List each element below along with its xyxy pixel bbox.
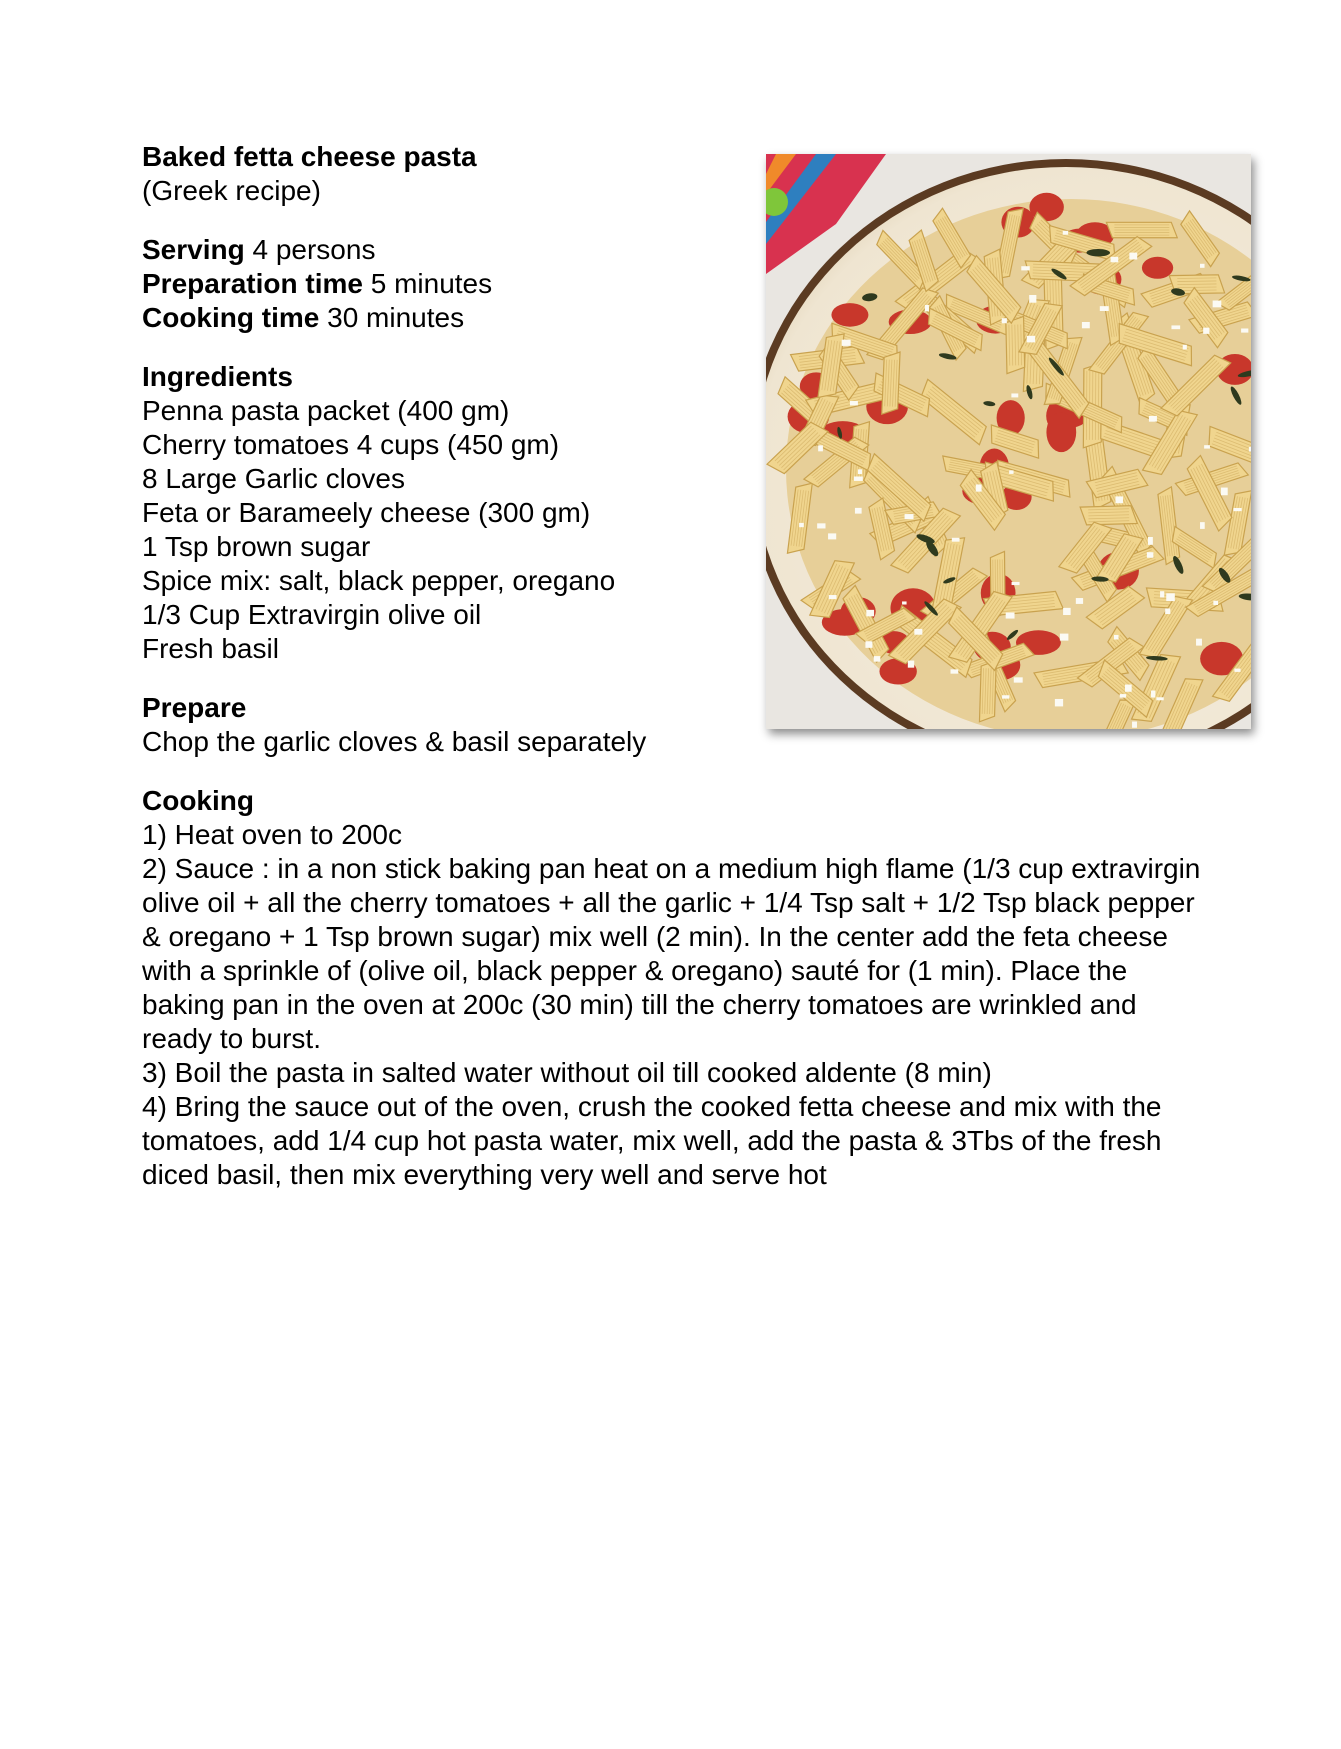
ingredient-item: Feta or Barameely cheese (300 gm) (142, 497, 591, 528)
feta-crumb (1156, 697, 1163, 700)
prepare-heading: Prepare (142, 692, 247, 723)
feta-crumb (799, 523, 804, 527)
feta-crumb (1149, 416, 1157, 422)
cooking-step: 4) Bring the sauce out of the oven, crush the cooked fetta cheese and mix with the tomatoes, add 1/4 cup hot pasta water, mix well, add the pasta & 3Tbs of the fresh diced basil, then mix everything very well and serve hot (142, 1091, 1162, 1190)
feta-crumb (1029, 295, 1036, 303)
feta-crumb (1151, 691, 1155, 698)
meta-label: Serving (142, 234, 245, 265)
feta-crumb (902, 601, 907, 604)
prepare-text: Chop the garlic cloves & basil separately (142, 726, 647, 757)
feta-crumb (1241, 328, 1248, 332)
ingredients-heading: Ingredients (142, 361, 293, 392)
ingredient-item: Fresh basil (142, 633, 279, 664)
cooking-step: 2) Sauce : in a non stick baking pan heat on a medium high flame (1/3 cup extravirgin olive oil + all the cherry tomatoes + all the garlic + 1/4 Tsp salt + 1/2 Tsp black pepper & oregano + 1 Tsp brown sugar) mix well (2 min). In the center add the feta cheese with a sprinkle of (olive oil, black pepper & oregano) sauté for (1 min). Place the baking pan in the oven at 200c (30 min) till the cherry tomatoes are wrinkled and ready to burst. (142, 853, 1201, 1054)
cherry-tomato (831, 303, 868, 327)
feta-crumb (1021, 266, 1029, 270)
feta-crumb (1183, 345, 1187, 350)
ingredient-item: Spice mix: salt, black pepper, oregano (142, 565, 616, 596)
pasta-photo (766, 154, 1251, 729)
feta-crumb (1213, 601, 1218, 605)
feta-crumb (1132, 722, 1137, 728)
feta-crumb (905, 514, 914, 519)
cooking-step: 3) Boil the pasta in salted water without oil till cooked aldente (8 min) (142, 1057, 992, 1088)
feta-crumb (1234, 669, 1240, 672)
feta-crumb (865, 641, 872, 648)
feta-crumb (914, 629, 922, 635)
feta-crumb (1166, 593, 1175, 601)
feta-crumb (874, 656, 881, 662)
ingredient-item: 8 Large Garlic cloves (142, 463, 406, 494)
feta-crumb (1002, 695, 1009, 698)
feta-crumb (1120, 694, 1126, 698)
feta-crumb (1203, 328, 1209, 334)
feta-crumb (1148, 537, 1153, 545)
feta-crumb (1160, 591, 1164, 597)
feta-crumb (818, 445, 823, 451)
ingredient-item: 1 Tsp brown sugar (142, 531, 371, 562)
feta-crumb (1011, 393, 1018, 397)
feta-crumb (1082, 322, 1090, 328)
cooking-section (142, 784, 1202, 1192)
feta-crumb (1027, 336, 1035, 343)
feta-crumb (1114, 635, 1119, 640)
feta-crumb (952, 538, 960, 542)
feta-crumb (1196, 639, 1202, 646)
feta-crumb (1055, 699, 1063, 706)
feta-crumb (1129, 253, 1137, 260)
cooking-heading: Cooking (142, 785, 254, 816)
feta-crumb (925, 305, 929, 311)
ingredient-item: Cherry tomatoes 4 cups (450 gm) (142, 429, 560, 460)
feta-crumb (858, 469, 862, 474)
meta-value: 5 minutes (370, 268, 493, 299)
feta-crumb (1125, 685, 1132, 692)
penne-piece (1006, 316, 1025, 373)
feta-crumb (951, 669, 959, 673)
meta-value: 4 persons (252, 234, 376, 265)
feta-crumb (1012, 582, 1020, 585)
feta-crumb (1233, 508, 1241, 511)
cherry-tomato (1142, 257, 1173, 279)
feta-crumb (1006, 612, 1015, 618)
pasta-dish-image (766, 154, 1251, 729)
feta-crumb (1014, 677, 1023, 682)
feta-crumb (854, 476, 863, 480)
feta-crumb (817, 523, 825, 528)
feta-crumb (1147, 552, 1153, 558)
feta-crumb (1200, 522, 1205, 529)
feta-crumb (1111, 257, 1119, 262)
feta-crumb (1063, 608, 1071, 615)
feta-crumb (1009, 470, 1013, 474)
ingredient-item: Penna pasta packet (400 gm) (142, 395, 510, 426)
recipe-title: Baked fetta cheese pasta (142, 141, 477, 172)
feta-crumb (1002, 318, 1007, 323)
feta-crumb (1100, 306, 1109, 311)
feta-crumb (976, 484, 982, 491)
penne-piece (1106, 222, 1177, 237)
feta-crumb (1115, 496, 1122, 503)
feta-crumb (828, 533, 836, 539)
feta-crumb (1221, 488, 1228, 496)
feta-crumb (1213, 301, 1222, 308)
feta-crumb (1200, 264, 1205, 268)
feta-crumb (1204, 445, 1210, 448)
feta-crumb (866, 610, 874, 616)
cherry-tomato (1046, 412, 1076, 452)
feta-crumb (829, 595, 837, 599)
feta-crumb (1249, 447, 1251, 452)
recipe-subtitle: (Greek recipe) (142, 175, 321, 206)
meta-label: Preparation time (142, 268, 363, 299)
penne-piece (882, 351, 900, 414)
feta-crumb (1063, 231, 1068, 235)
feta-crumb (908, 661, 914, 668)
ingredient-item: 1/3 Cup Extravirgin olive oil (142, 599, 482, 630)
meta-label: Cooking time (142, 302, 320, 333)
feta-crumb (855, 508, 862, 514)
meta-value: 30 minutes (327, 302, 465, 333)
feta-crumb (850, 401, 858, 405)
cooking-step: 1) Heat oven to 200c (142, 819, 402, 850)
feta-crumb (1076, 598, 1083, 604)
feta-crumb (1165, 608, 1170, 614)
feta-crumb (842, 340, 851, 346)
feta-crumb (1060, 634, 1069, 641)
feta-crumb (1171, 325, 1180, 329)
penne-piece (1080, 506, 1137, 525)
